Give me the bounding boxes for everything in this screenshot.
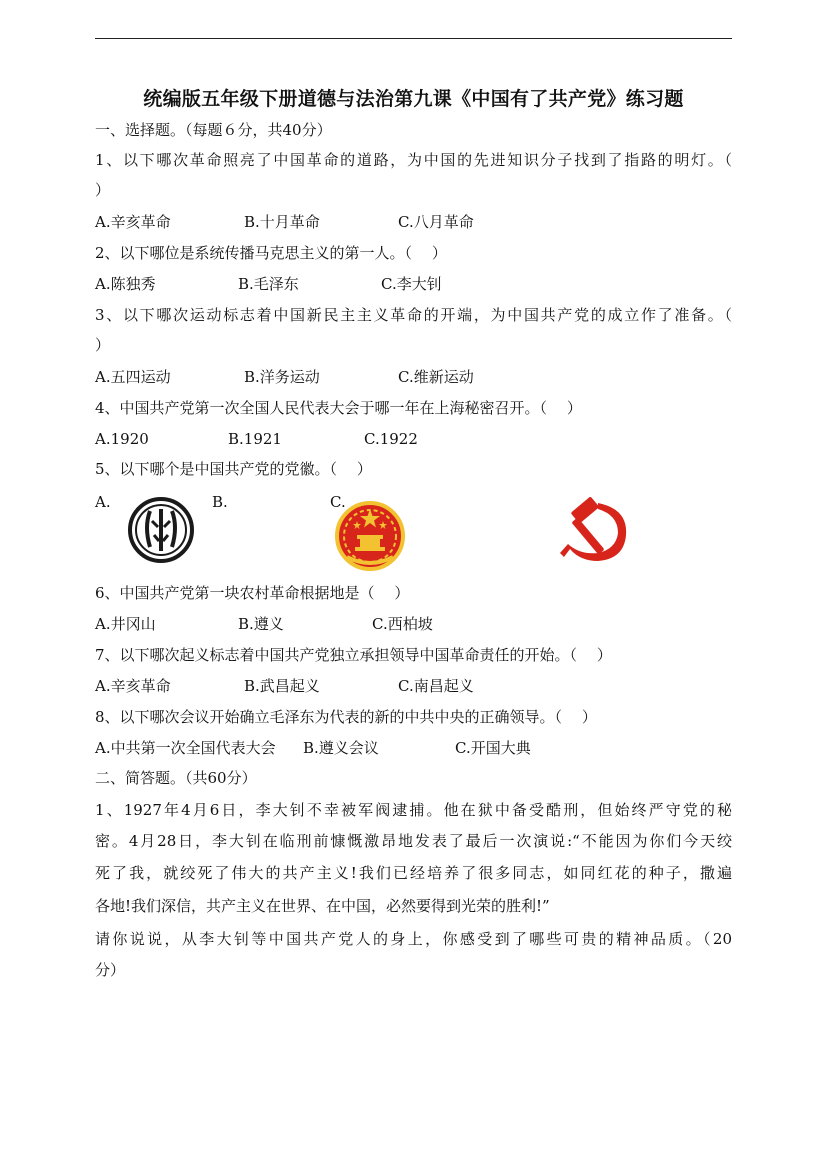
q4-option-b: B.1921 xyxy=(228,430,282,448)
passage-line: 各地!我们深信，共产主义在世界、在中国，必然要得到光荣的胜利!” xyxy=(95,897,550,915)
q3-option-b: B.洋务运动 xyxy=(244,368,320,386)
q5-option-b: B. xyxy=(212,493,228,511)
q2-option-a: A.陈独秀 xyxy=(95,275,156,293)
q4-stem: 4、中国共产党第一次全国人民代表大会于哪一年在上海秘密召开。（ ） xyxy=(95,399,582,417)
q6-option-a: A.井冈山 xyxy=(95,615,156,633)
q8-stem: 8、以下哪次会议开始确立毛泽东为代表的新的中共中央的正确领导。（ ） xyxy=(95,708,597,726)
q1-stem-close: ） xyxy=(95,181,111,199)
prompt-line: 分） xyxy=(95,961,126,979)
q2-stem: 2、以下哪位是系统传播马克思主义的第一人。（ ） xyxy=(95,244,447,262)
q4-option-c: C.1922 xyxy=(364,430,418,448)
q7-stem: 7、以下哪次起义标志着中国共产党独立承担领导中国革命责任的开始。（ ） xyxy=(95,646,612,664)
prompt-line: 请你说说，从李大钊等中国共产党人的身上，你感受到了哪些可贵的精神品质。（20 xyxy=(95,930,732,948)
passage-line: 1、1927年4月6日，李大钊不幸被军阀逮捕。他在狱中备受酷刑，但始终严守党的秘 xyxy=(95,801,732,819)
page-title: 统编版五年级下册道德与法治第九课《中国有了共产党》练习题 xyxy=(143,88,684,110)
q4-option-a: A.1920 xyxy=(95,430,149,448)
q8-option-c: C.开国大典 xyxy=(455,739,531,757)
q1-option-a: A.辛亥革命 xyxy=(95,213,171,231)
section2-heading: 二、简答题。（共60分） xyxy=(95,769,257,787)
section1-heading: 一、选择题。（每题６分，共40分） xyxy=(95,121,332,139)
q6-option-c: C.西柏坡 xyxy=(372,615,433,633)
q7-option-b: B.武昌起义 xyxy=(244,677,320,695)
q5-option-c: C. xyxy=(330,493,346,511)
q1-option-b: B.十月革命 xyxy=(244,213,320,231)
national-emblem-icon xyxy=(333,499,407,573)
q6-option-b: B.遵义 xyxy=(238,615,284,633)
q3-option-c: C.维新运动 xyxy=(398,368,474,386)
peking-university-emblem-icon xyxy=(128,497,194,563)
q8-option-a: A.中共第一次全国代表大会 xyxy=(95,739,276,757)
passage-line: 死了我，就绞死了伟大的共产主义!我们已经培养了很多同志，如同红花的种子，撒遍 xyxy=(95,864,732,882)
q7-option-c: C.南昌起义 xyxy=(398,677,474,695)
q7-option-a: A.辛亥革命 xyxy=(95,677,171,695)
q3-stem: 3、以下哪次运动标志着中国新民主主义革命的开端，为中国共产党的成立作了准备。（ xyxy=(95,306,732,324)
q3-option-a: A.五四运动 xyxy=(95,368,171,386)
q5-stem: 5、以下哪个是中国共产党的党徽。（ ） xyxy=(95,460,372,478)
q8-option-b: B.遵义会议 xyxy=(303,739,379,757)
q6-stem: 6、中国共产党第一块农村革命根据地是（ ） xyxy=(95,584,410,602)
q3-stem-close: ） xyxy=(95,336,111,354)
passage-line: 密。4月28日，李大钊在临刑前慷慨激昂地发表了最后一次演说:“不能因为你们今天绞 xyxy=(95,832,732,850)
q2-option-b: B.毛泽东 xyxy=(238,275,299,293)
hammer-sickle-icon xyxy=(558,497,634,569)
q5-option-a: A. xyxy=(95,493,111,511)
header-rule xyxy=(95,38,732,39)
q1-stem: 1、以下哪次革命照亮了中国革命的道路，为中国的先进知识分子找到了指路的明灯。（ xyxy=(95,151,732,169)
q2-option-c: C.李大钊 xyxy=(381,275,442,293)
q1-option-c: C.八月革命 xyxy=(398,213,474,231)
